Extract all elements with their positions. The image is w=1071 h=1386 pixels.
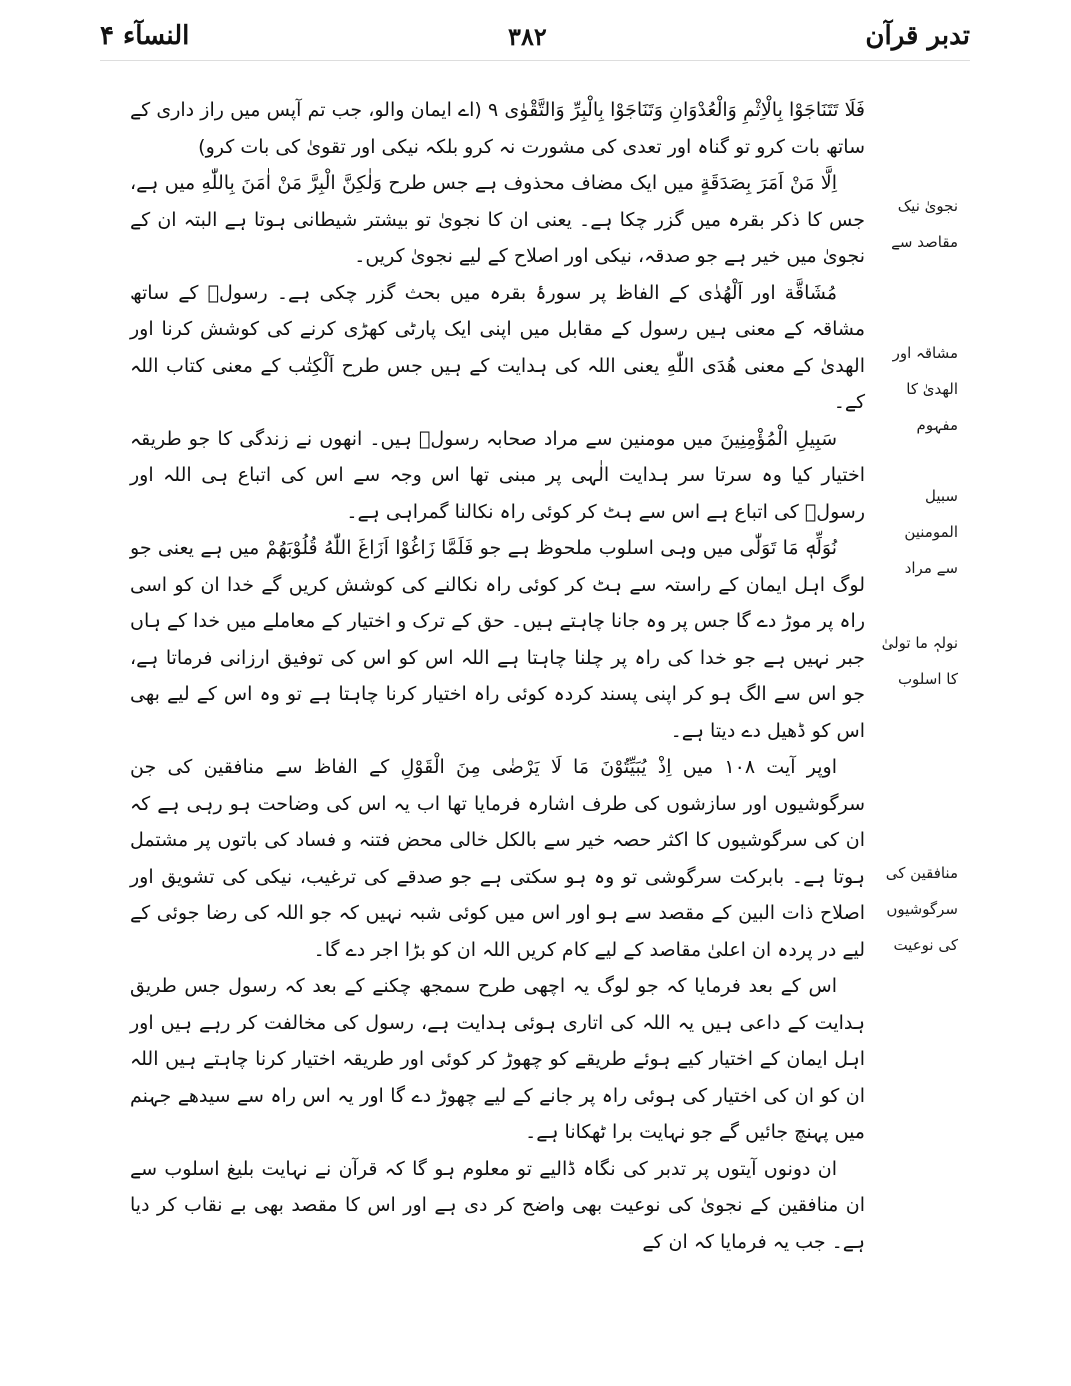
paragraph-5: اوپر آیت ۱۰۸ میں اِذْ يُبَيِّتُوْنَ مَا لَا يَرْضٰى مِنَ الْقَوْلِ کے الفاظ سے منافقین کی جن سرگوشیوں اور سازشوں کی طرف اشارہ فرمایا تھا اب یہ اس کی وضاحت ہو رہی ہے کہ ان کی سرگوشیوں کا اکثر حصہ خیر سے بالکل خالی محض فتنہ و فساد کی باتوں پر مشتمل ہوتا ہے۔ بابرکت سرگوشی تو وہ ہو سکتی ہے جو صدقے کی ترغیب، نیکی کی تشویق اور اصلاح ذات البین کے مقصد سے ہو اور اس میں کوئی شبہ نہیں کہ جو اللہ کی رضا جوئی کے لیے در پردہ ان اعلیٰ مقاصد کے لیے کام کریں اللہ ان کو بڑا اجر دے گا۔	[130, 756, 865, 961]
paragraph-3: سَبِيلِ الْمُؤْمِنِينَ میں مومنین سے مراد صحابہ رسولؐ ہیں۔ انھوں نے زندگی کا جو طریقہ اختیار کیا وہ سرتا سر ہدایت الٰہی پر مبنی تھا اس وجہ سے اس کی اتباع ہی اللہ اور رسولؐ کی اتباع ہے اس سے ہٹ کر کوئی راہ نکالنا گمراہی ہے۔	[130, 427, 865, 523]
margin-note-nuwallihi: نولہٖ ما تولیٰ کا اسلوب	[881, 634, 958, 688]
page-number: ۳۸۲	[508, 21, 547, 51]
paragraph-7: ان دونوں آیتوں پر تدبر کی نگاہ ڈالیے تو معلوم ہو گا کہ قرآن نے نہایت بلیغ اسلوب سے ان منافقین کے نجویٰ کی نوعیت بھی واضح کر دی ہے اور اس کا مقصد بھی بے نقاب کر دیا ہے۔ جب یہ فرمایا کہ ان کے	[130, 1157, 865, 1253]
page-header	[100, 14, 970, 58]
paragraph-6: اس کے بعد فرمایا کہ جو لوگ یہ اچھی طرح سمجھ چکنے کے بعد کہ رسول جس طریق ہدایت کے داعی ہیں یہ اللہ کی اتاری ہوئی ہدایت ہے، رسول کی مخالفت کر رہے ہیں اور اہل ایمان کے اختیار کیے ہوئے طریقے کو چھوڑ کر کوئی اور طریقہ اختیار کرنا چاہتے ہیں اللہ ان کو ان کی اختیار کی ہوئی راہ پر جانے کے لیے چھوڑ دے گا اور یہ اس راہ سے سیدھے جہنم میں پہنچ جائیں گے جو نہایت برا ٹھکانا ہے۔	[130, 975, 865, 1143]
margin-note-sabil: سبیل المومنین سے مراد	[904, 487, 958, 577]
margin-note-munafiqin: منافقین کی سرگوشیوں کی نوعیت	[885, 864, 958, 954]
verse-paragraph: فَلَا تَتَنَاجَوْا بِالْاِثْمِ وَالْعُدْوَانِ وَتَنَاجَوْا بِالْبِرِّ وَالتَّقْوٰی ۹ (اے ایمان والو، جب تم آپس میں راز داری کے ساتھ بات کرو تو گناہ اور تعدی کی مشورت نہ کرو بلکہ نیکی اور تقویٰ کی بات کرو)	[130, 99, 865, 158]
paragraph-1: اِلَّا مَنْ اَمَرَ بِصَدَقَةٍ میں ایک مضاف محذوف ہے جس طرح وَلٰكِنَّ الْبِرَّ مَنْ اٰمَنَ بِاللّٰهِ میں ہے، جس کا ذکر بقرہ میں گزر چکا ہے۔ یعنی ان کا نجویٰ تو بیشتر شیطانی ہوتا ہے البتہ ان کے نجویٰ میں خیر ہے جو صدقہ، نیکی اور اصلاح کے لیے نجویٰ کریں۔	[130, 172, 865, 267]
main-text	[130, 92, 865, 1260]
margin-note-najwa: نجویٰ نیک مقاصد سے	[891, 197, 958, 251]
header-rule	[100, 60, 970, 61]
surah-name: النسآء ۴	[100, 21, 190, 51]
margin-note-mushaqqa: مشاقہ اور الھدیٰ کا مفہوم	[892, 344, 958, 434]
paragraph-4: نُوَلِّهٖ مَا تَوَلّٰى میں وہی اسلوب ملحوظ ہے جو فَلَمَّا زَاغُوْا اَزَاغَ اللّٰهُ قُلُوْبَهُمْ میں ہے یعنی جو لوگ اہل ایمان کے راستہ سے ہٹ کر کوئی راہ نکالنے کی کوشش کریں گے خدا ان کو اسی راہ پر موڑ دے گا جس پر وہ جانا چاہتے ہیں۔ حق کے ترک و اختیار کے معاملے میں خدا کے ہاں جبر نہیں ہے جو خدا کی راہ پر چلنا چاہتا ہے اللہ اس کو اس کی توفیق ارزانی فرماتا ہے، جو اس سے الگ ہو کر اپنی پسند کردہ کوئی راہ اختیار کرنا چاہتا ہے تو وہ اس کے لیے بھی اس کو ڈھیل دے دیتا ہے۔	[130, 537, 865, 742]
paragraph-2: مُشَاقَّة اور اَلْهُدٰی کے الفاظ پر سورۂ بقرہ میں بحث گزر چکی ہے۔ رسولؐ کے ساتھ مشاقہ کے معنی ہیں رسول کے مقابل میں اپنی ایک پارٹی کھڑی کرنے کی کوشش کرنا اور الھدیٰ کے معنی هُدَی اللّٰهِ یعنی اللہ کی ہدایت کے ہیں جس طرح اَلْكِتٰب کے معنی کتاب اللہ کے۔	[130, 281, 865, 413]
book-title: تدبر قرآن	[865, 21, 970, 51]
